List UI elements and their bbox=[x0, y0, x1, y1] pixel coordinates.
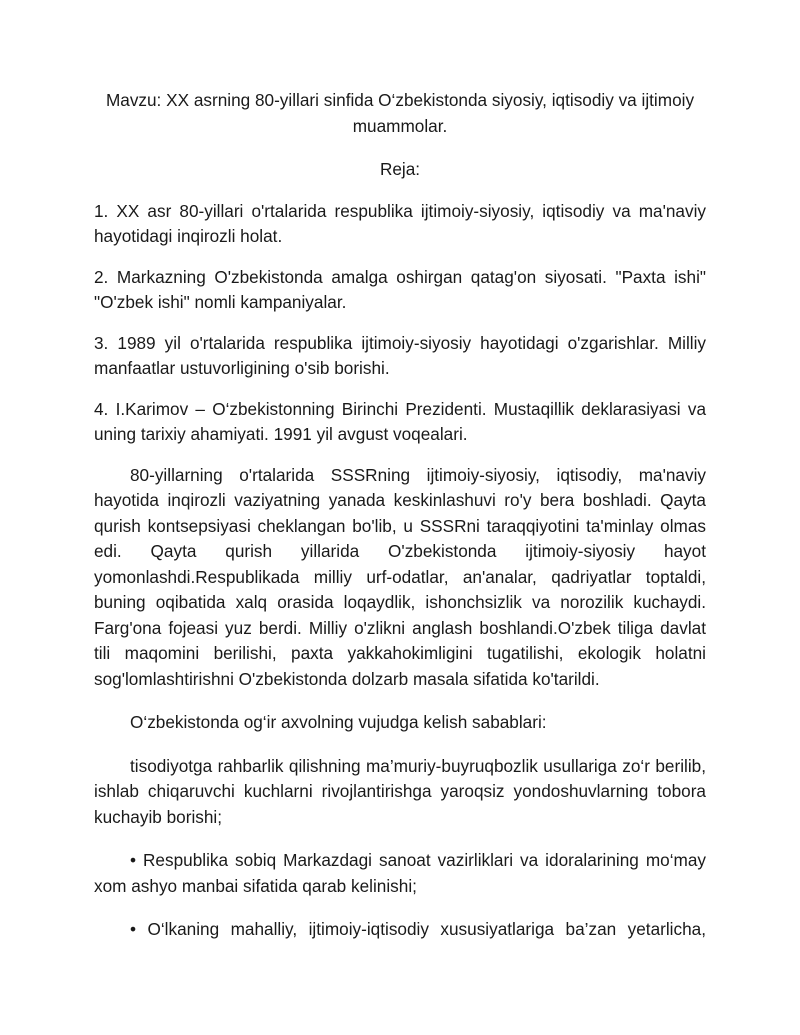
plan-item-1: 1. XX asr 80-yillari o'rtalarida respublika ijtimoiy-siyosiy, iqtisodiy va ma'naviy hayotidagi inqirozli holat. bbox=[94, 200, 706, 246]
document-title: Mavzu: XX asrning 80-yillari sinfida O‘zbekistonda siyosiy, iqtisodiy va ijtimoiy muammolar. bbox=[105, 90, 695, 136]
reasons-heading: O‘zbekistonda og‘ir axvolning vujudga kelish sabablari: bbox=[130, 712, 547, 732]
reason-item-3: • O‘lkaning mahalliy, ijtimoiy-iqtisodiy xususiyatlariga ba’zan yetarlicha, bbox=[130, 919, 706, 939]
document-page bbox=[94, 88, 706, 943]
plan-item-3: 3. 1989 yil o'rtalarida respublika ijtimoiy-siyosiy hayotidagi o'zgarishlar. Milliy manfaatlar ustuvorligining o'sib borishi. bbox=[94, 332, 706, 378]
main-paragraph: 80-yillarning o'rtalarida SSSRning ijtimoiy-siyosiy, iqtisodiy, ma'naviy hayotida inqirozli vaziyatning yanada keskinlashuvi ro'y bera boshladi. Qayta qurish kontsepsiyasi cheklangan bo'lib, u SSSRni taraqqiyotini ta'minlay olmas edi. Qayta qurish yillarida O'zbekistonda ijtimoiy-siyosiy hayot yomonlashdi.Respublikada milliy urf-odatlar, an'analar, qadriyatlar toptaldi, buning oqibatida xalq orasida loqaydlik, ishonchsizlik va norozilik kuchaydi. Farg'ona fojeasi yuz berdi. Milliy o'zlikni anglash boshlandi.O'zbek tiliga davlat tili maqomini berilishi, paxta yakkahokimligini tugatilishi, ekologik holatni sog'lomlashtirishni O'zbekistonda dolzarb masala sifatida ko'tarildi. bbox=[94, 464, 706, 689]
reason-item-2: • Respublika sobiq Markazdagi sanoat vazirliklari va idoralarining mo‘may xom ashyo manbai sifatida qarab kelinishi; bbox=[94, 850, 706, 896]
plan-item-4: 4. I.Karimov – O‘zbekistonning Birinchi Prezidenti. Mustaqillik deklarasiyasi va uning tarixiy ahamiyati. 1991 yil avgust voqealari. bbox=[94, 398, 706, 444]
plan-item-2: 2. Markazning O'zbekistonda amalga oshirgan qatag'on siyosati. "Paxta ishi" "O'zbek ishi" nomli kampaniyalar. bbox=[94, 266, 706, 312]
plan-heading: Reja: bbox=[379, 159, 421, 179]
reason-item-1: tisodiyotga rahbarlik qilishning ma’muriy-buyruqbozlik usullariga zo‘r berilib, ishlab chiqaruvchi kuchlarni rivojlantirishga yaroqsiz yondoshuvlarning tobora kuchayib borishi; bbox=[94, 755, 706, 827]
